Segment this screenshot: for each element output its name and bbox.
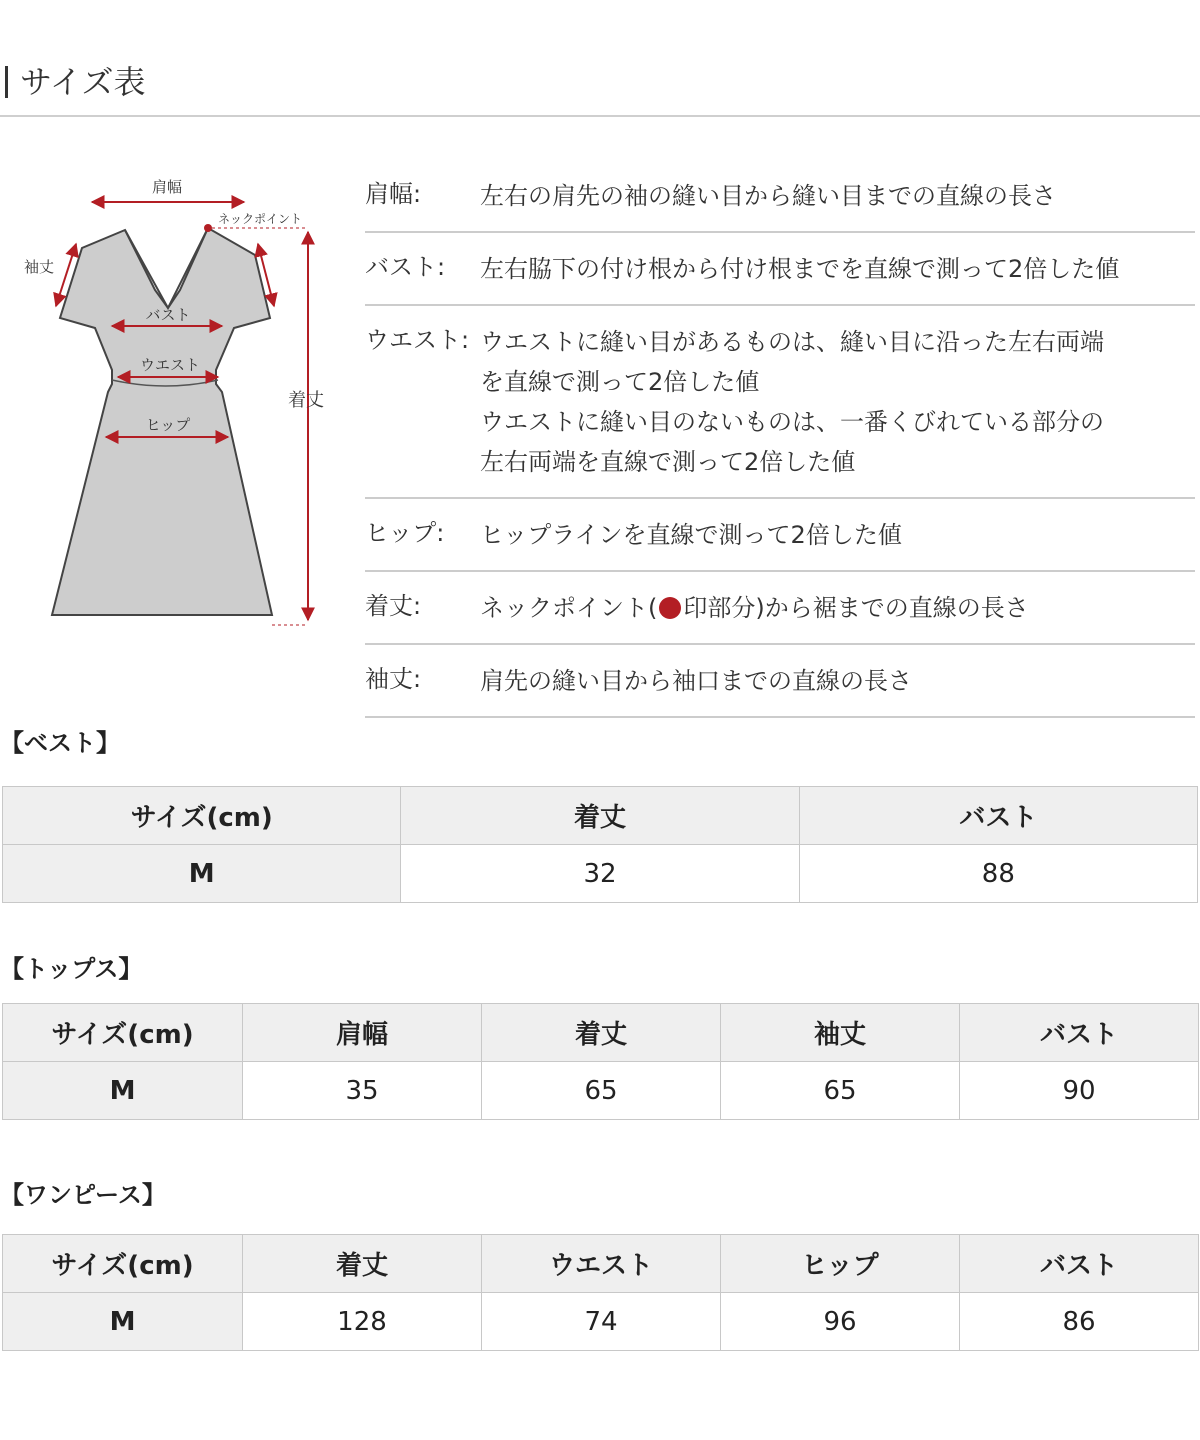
page-title: サイズ表 <box>20 63 146 101</box>
definition-line: 左右両端を直線で測って2倍した値 <box>480 448 856 476</box>
page-header <box>0 60 1200 118</box>
definition-term: 袖丈: <box>365 665 422 693</box>
definition-row-length <box>365 572 1195 645</box>
table-header-cell: 着丈 <box>243 1235 482 1293</box>
definition-term: ヒップ: <box>365 519 445 547</box>
tops-section-title: 【トップス】 <box>0 955 143 983</box>
garment-diagram <box>0 160 340 640</box>
definition-row-sleeve <box>365 645 1195 718</box>
definition-line: 左右の肩先の袖の縫い目から縫い目までの直線の長さ <box>480 182 1056 210</box>
definition-line: ウエストに縫い目のないものは、一番くびれている部分の <box>480 408 1104 436</box>
bust-label: バスト <box>145 306 191 324</box>
definition-line: 左右脇下の付け根から付け根までを直線で測って2倍した値 <box>480 255 1120 283</box>
definition-line: ウエストに縫い目があるものは、縫い目に沿った左右両端 <box>480 328 1104 356</box>
table-cell: 96 <box>721 1293 960 1351</box>
definition-term: 着丈: <box>365 592 422 620</box>
table-header-row <box>3 1235 1199 1293</box>
definition-description <box>480 515 1195 555</box>
definition-description <box>480 588 1195 628</box>
definition-text-post: 印部分)から裾までの直線の長さ <box>683 594 1029 622</box>
definition-line <box>480 588 1195 628</box>
neck-point-label: ネックポイント <box>218 212 303 226</box>
header-accent-bar <box>5 66 8 98</box>
vest-size-table <box>2 786 1198 903</box>
definition-term: 肩幅: <box>365 180 422 208</box>
definition-description <box>480 322 1195 482</box>
table-header-cell: 袖丈 <box>721 1004 960 1062</box>
definition-row-hip <box>365 499 1195 572</box>
table-header-cell: バスト <box>960 1235 1199 1293</box>
table-header-cell: サイズ(cm) <box>3 1235 243 1293</box>
length-label: 着丈 <box>288 390 324 411</box>
measurement-definitions <box>365 160 1195 718</box>
table-size-cell: M <box>3 1062 243 1120</box>
hip-label: ヒップ <box>145 416 191 434</box>
table-header-cell: 着丈 <box>401 787 799 845</box>
onepiece-section-title: 【ワンピース】 <box>0 1181 166 1209</box>
table-cell: 86 <box>960 1293 1199 1351</box>
red-dot-icon <box>659 597 681 619</box>
table-cell: 128 <box>243 1293 482 1351</box>
definition-term: ウエスト: <box>365 326 470 354</box>
definition-line: を直線で測って2倍した値 <box>480 368 760 396</box>
table-header-cell: サイズ(cm) <box>3 1004 243 1062</box>
table-header-row <box>3 1004 1199 1062</box>
definition-description <box>480 249 1195 289</box>
definition-term: バスト: <box>365 253 446 281</box>
table-row <box>3 1062 1199 1120</box>
shoulder-label: 肩幅 <box>151 178 183 196</box>
table-row <box>3 845 1198 903</box>
table-cell: 65 <box>721 1062 960 1120</box>
definition-description <box>480 176 1195 216</box>
table-header-cell: サイズ(cm) <box>3 787 401 845</box>
table-cell: 32 <box>401 845 799 903</box>
table-size-cell: M <box>3 845 401 903</box>
table-cell: 90 <box>960 1062 1199 1120</box>
sleeve-label: 袖丈 <box>24 258 55 276</box>
table-header-cell: バスト <box>799 787 1197 845</box>
definition-description <box>480 661 1195 701</box>
table-header-row <box>3 787 1198 845</box>
definition-row-bust <box>365 233 1195 306</box>
header-divider <box>0 115 1200 117</box>
table-cell: 35 <box>243 1062 482 1120</box>
table-header-cell: 肩幅 <box>243 1004 482 1062</box>
onepiece-size-table <box>2 1234 1199 1351</box>
table-cell: 65 <box>482 1062 721 1120</box>
table-header-cell: 着丈 <box>482 1004 721 1062</box>
table-cell: 74 <box>482 1293 721 1351</box>
table-size-cell: M <box>3 1293 243 1351</box>
definition-line: ヒップラインを直線で測って2倍した値 <box>480 521 902 549</box>
table-header-cell: ヒップ <box>721 1235 960 1293</box>
tops-size-table <box>2 1003 1199 1120</box>
definition-line: 肩先の縫い目から袖口までの直線の長さ <box>480 667 912 695</box>
definition-row-waist <box>365 306 1195 499</box>
definition-text-pre: ネックポイント( <box>480 594 658 622</box>
table-header-cell: ウエスト <box>482 1235 721 1293</box>
neck-point-dot <box>204 224 212 232</box>
table-cell: 88 <box>799 845 1197 903</box>
vest-section-title: 【ベスト】 <box>0 729 120 757</box>
waist-label: ウエスト <box>139 356 201 374</box>
table-header-cell: バスト <box>960 1004 1199 1062</box>
definition-row-shoulder <box>365 160 1195 233</box>
table-row <box>3 1293 1199 1351</box>
